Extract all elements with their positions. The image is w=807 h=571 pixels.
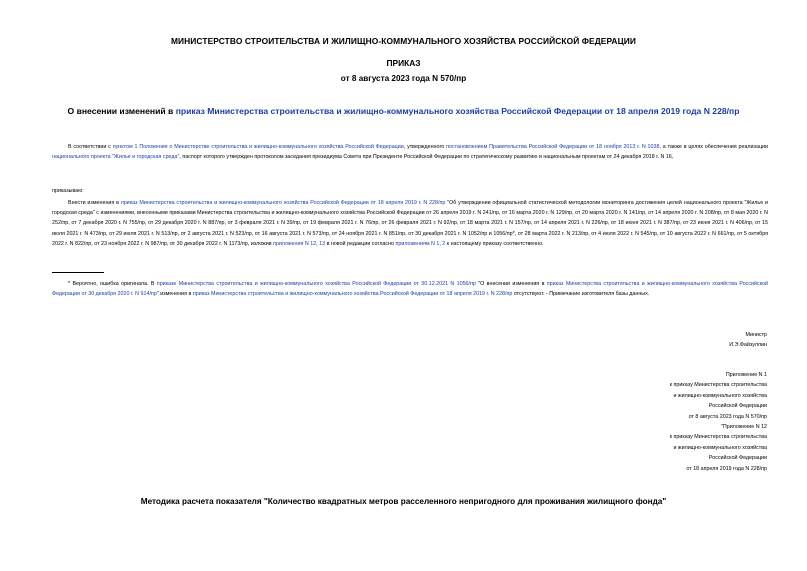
- main-text-6: к настоящему приказу соответственно.: [445, 240, 544, 247]
- order-word: приказываю:: [52, 188, 84, 194]
- ministry-heading: МИНИСТЕРСТВО СТРОИТЕЛЬСТВА И ЖИЛИЩНО-КОММУНАЛЬНОГО ХОЗЯЙСТВА РОССИЙСКОЙ ФЕДЕРАЦИИ: [170, 36, 637, 46]
- footnote-divider: [52, 272, 104, 273]
- appendix-block: [467, 370, 767, 474]
- preamble-link-1[interactable]: пунктом 1 Положения о Министерстве строительства и жилищно-коммунального хозяйства Российской Федерации: [112, 144, 404, 150]
- appendix-line-10: от 18 апреля 2019 года N 228/пр: [686, 465, 767, 472]
- preamble-link-3[interactable]: национального проекта "Жилье и городская среда": [52, 154, 180, 161]
- signature-name: И.Э.Файзуллин: [729, 342, 767, 349]
- appendix-line-3: и жилищно-коммунального хозяйства: [673, 392, 767, 399]
- footnote-text-4: отсутствуют. - Примечание изготовителя базы данных.: [512, 291, 650, 298]
- footnote-paragraph: [52, 279, 768, 299]
- appendix-line-1: Приложение N 1: [725, 372, 767, 378]
- appendix-line-8: и жилищно-коммунального хозяйства: [673, 444, 767, 451]
- order-date: от 8 августа 2023 года N 570/пр: [340, 74, 467, 83]
- main-text-1: Внести изменения в: [68, 200, 121, 206]
- appendix-line-6: "Приложение N 12: [720, 424, 767, 431]
- preamble-link-2[interactable]: постановлением Правительства Российской Федерации от 18 ноября 2013 г. N 1038: [446, 144, 660, 150]
- main-link-5[interactable]: 2: [442, 240, 446, 247]
- document-title: [20, 106, 787, 116]
- main-link-1[interactable]: приказ Министерства строительства и жилищно-коммунального хозяйства Российской Федерации от 18 апреля 2019 г. N 228/пр: [120, 200, 446, 206]
- main-link-4[interactable]: приложениям N 1: [395, 240, 440, 247]
- footnote-text-2: "О внесении изменения в: [475, 281, 547, 287]
- appendix-line-2: к приказу Министерства строительства: [669, 382, 767, 389]
- signature-block: [467, 330, 767, 351]
- footnote-link-1[interactable]: приказе Министерства строительства и жилищно-коммунального хозяйства Российской Федерации от 30.12.2021 N 1056/пр: [156, 281, 476, 287]
- appendix-line-9: Российской Федерации: [708, 455, 767, 462]
- signature-role: Министр: [745, 332, 767, 338]
- preamble-text-2: , утвержденного: [403, 144, 447, 150]
- main-text-3: ,: [316, 240, 320, 247]
- footnote-text-1: * Вероятно, ошибка оригинала. В: [68, 281, 157, 287]
- title-link[interactable]: приказ Министерства строительства и жилищно-коммунального хозяйства Российской Федерации от 18 апреля 2019 года N 228/пр: [175, 106, 740, 116]
- footnote-link-3[interactable]: приказ Министерства строительства и жилищно-коммунального хозяйства Российской Федерации от 18 апреля 2019 г. N 228/пр: [192, 291, 513, 298]
- main-text-2: "Об утверждении официальной статистической методологии мониторинга достижения целей национального проекта "Жилье и городская среда" с изменениями, внесенными приказами Министерства строительства и жилищно-коммунального хозяйства Российской Федерации от 26 апреля 2019 г. N 241/пр, от 16 марта 2020 г. N 129/пр, от 20 марта 2020 г. N 141/пр, от 14 апреля 2020 г. N 208/пр, от 8 мая 2020 г. N 252/пр, от 7 декабря 2020 г. N 755/пр, от 29 декабря 2020 г. N 887/пр, от 3 февраля 2021 г. N 39/пр, от 19 февраля 2021 г. N 76/пр, от 26 февраля 2021 г. N 92/пр, от 18 марта 2021 г. N 157/пр, от 14 апреля 2021 г. N 226/пр, от 18 июня 2021 г. N 387/пр, от 23 июня 2021 г. N 406/пр, от 15 июля 2021 г. N 473/пр, от 29 июля 2021 г. N 513/пр, от 2 августа 2021 г. N 523/пр, от 16 августа 2021 г. N 573/пр, от 24 ноября 2021 г. N 851/пр, от 30 декабря 2021 г. N 1052/пр и 1056/пр*, от 28 марта 2022 г. N 213/пр, от 4 июля 2022 г. N 545/пр, от 10 августа 2022 г. N 661/пр, от 5 октября 2022 г. N 822/пр, от 23 ноября 2022 г. N 987/пр, от 30 декабря 2022 г. N 1173/пр, изложив: [52, 200, 769, 247]
- main-text-4: в новой редакции согласно: [325, 240, 396, 247]
- preamble-text-3: , а также в целях обеспечения реализации: [659, 144, 768, 150]
- footnote-text-3: " изменения в: [156, 291, 193, 298]
- main-paragraph: [52, 198, 768, 249]
- preamble-text-4: , паспорт которого утвержден протоколом заседания президиума Совета при Президенте Российской Федерации по стратегическому развитию и национальным проектам от 24 декабря 2018 г. N 16,: [179, 154, 674, 161]
- preamble-paragraph: [52, 142, 768, 162]
- appendix-line-4: Российской Федерации: [708, 403, 767, 410]
- appendix-line-5: от 8 августа 2023 года N 570/пр: [688, 413, 767, 420]
- order-heading: ПРИКАЗ: [386, 58, 421, 68]
- main-text-5: ,: [439, 240, 443, 247]
- main-link-3[interactable]: 13: [319, 240, 326, 247]
- appendix-line-7: к приказу Министерства строительства: [669, 434, 767, 441]
- footnote-link-2[interactable]: приказ Министерства строительства и жилищно-коммунального хозяйства Российской Федерации от 30 декабря 2020 г. N 914/пр: [52, 281, 769, 298]
- main-link-2[interactable]: приложения N 12: [273, 240, 317, 247]
- title-prefix: О внесении изменений в: [67, 106, 176, 116]
- methodology-title: Методика расчета показателя "Количество квадратных метров расселенного непригодного для проживания жилищного фонда": [140, 497, 667, 506]
- preamble-text-1: В соответствии с: [68, 144, 113, 150]
